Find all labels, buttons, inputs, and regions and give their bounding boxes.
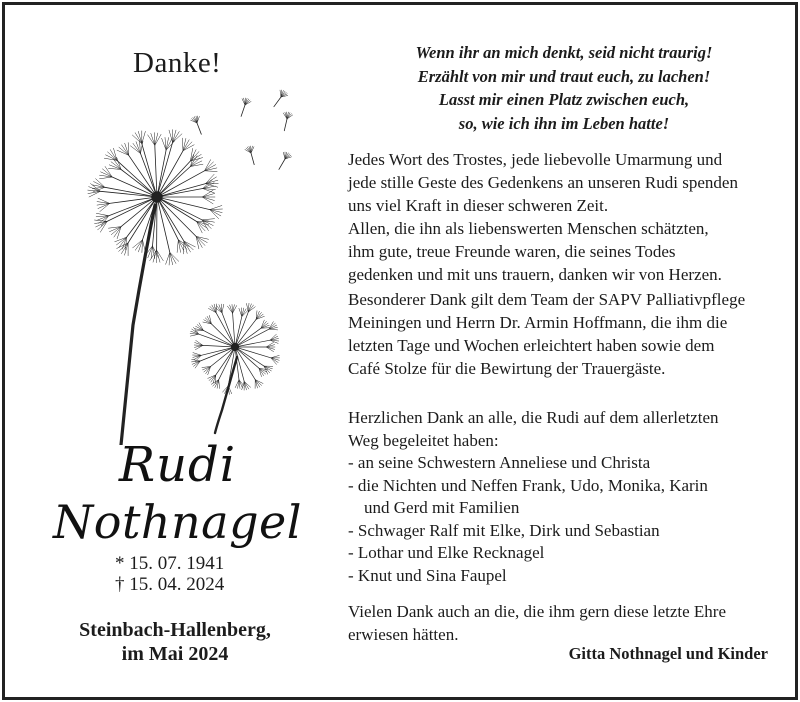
poem-line: Lasst mir einen Platz zwischen euch,: [438, 90, 690, 109]
text-line: ihm gute, treue Freunde waren, die seines Todes: [348, 242, 676, 261]
paragraph-thanks-all: [348, 406, 788, 452]
poem-line: Erzählt von mir und traut euch, zu lachen!: [417, 66, 711, 86]
text-line: letzten Tage und Wochen erleichtert haben sowie dem: [348, 336, 715, 355]
left-column: [5, 5, 350, 697]
right-column: [345, 5, 790, 697]
text-line: Allen, die ihn als liebenswerten Menschen schätzten,: [348, 219, 709, 238]
notice-frame: [2, 2, 798, 700]
date: im Mai 2024: [121, 643, 229, 665]
poem-line: Wenn ihr an mich denkt, seid nicht traurig!: [415, 43, 713, 62]
list-item: und Gerd mit Familien: [364, 498, 520, 517]
thanks-heading: Danke!: [133, 47, 222, 79]
paragraph-friends: [348, 217, 788, 286]
first-name: Rudi: [118, 437, 237, 493]
list-item: - Knut und Sina Faupel: [348, 565, 507, 585]
signature: Gitta Nothnagel und Kinder: [568, 644, 768, 663]
text-line: Meiningen und Herrn Dr. Armin Hoffmann, die ihm die: [348, 313, 728, 332]
place: Steinbach-Hallenberg,: [79, 619, 271, 641]
list-item: - an seine Schwestern Anneliese und Christa: [348, 453, 651, 472]
list-item: - Schwager Ralf mit Elke, Dirk und Sebastian: [348, 520, 660, 540]
text-line: Jedes Wort des Trostes, jede liebevolle Umarmung und: [348, 150, 723, 169]
text-line: uns viel Kraft in dieser schweren Zeit.: [348, 196, 609, 215]
poem-line: so, wie ich ihn im Leben hatte!: [458, 113, 670, 133]
list-item: - Lothar und Elke Recknagel: [348, 543, 545, 562]
thanks-list: [348, 452, 788, 587]
text-line: Weg begeleitet haben:: [348, 431, 499, 450]
text-line: gedenken und mit uns trauern, danken wir von Herzen.: [348, 265, 722, 284]
death-date: † 15. 04. 2024: [115, 574, 225, 595]
text-line: Herzlichen Dank an alle, die Rudi auf dem allerletzten: [348, 408, 719, 427]
list-item: - die Nichten und Neffen Frank, Udo, Monika, Karin: [348, 475, 708, 495]
text-line: Café Stolze für die Bewirtung der Trauergäste.: [348, 359, 666, 378]
text-line: Besonderer Dank gilt dem Team der SAPV Palliativpflege: [348, 290, 746, 309]
paragraph-closing: [348, 600, 788, 646]
dandelion-icon: [5, 5, 350, 445]
last-name: Nothnagel: [53, 495, 302, 549]
paragraph-special-thanks: [348, 288, 788, 380]
text-line: erwiesen hätten.: [348, 625, 459, 644]
paragraph-comfort: [348, 148, 788, 217]
text-line: jede stille Geste des Gedenkens an unseren Rudi spenden: [348, 173, 738, 192]
text-line: Vielen Dank auch an die, die ihm gern diese letzte Ehre: [348, 602, 727, 621]
birth-date: * 15. 07. 1941: [115, 553, 225, 574]
poem: [369, 41, 759, 135]
